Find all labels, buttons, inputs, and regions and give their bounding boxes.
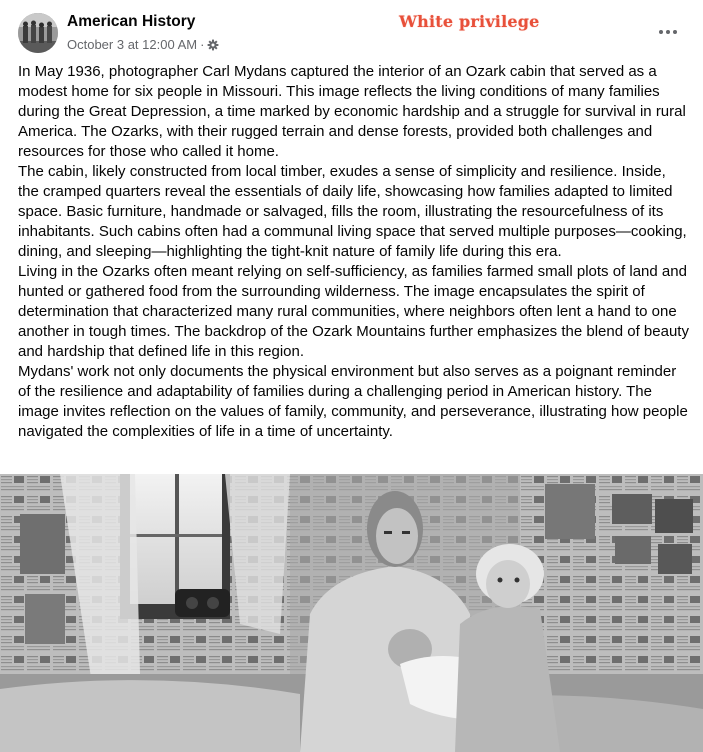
page-avatar[interactable] [18,13,58,53]
post-paragraph: In May 1936, photographer Carl Mydans captured the interior of an Ozark cabin that served as a modest home for six people in Missouri. This image reflects the living conditions of many families during the Great Depression, a time marked by economic hardship and a struggle for survival in rural America. The Ozarks, with their rugged terrain and dense forests, provided both challenges and resources for those who called it home. [18,63,686,160]
post-paragraph: Mydans' work not only documents the physical environment but also serves as a poignant reminder of the resilience and adaptability of families during a challenging period in American history. The image invites reflection on the values of family, community, and perseverance, illustrating how people navigated the complexities of life in a time of uncertainty. [18,363,688,440]
post-timestamp-link[interactable]: October 3 at 12:00 AM [67,37,198,52]
overlay-caption: White privilege [399,12,540,31]
page-name-link[interactable]: American History [67,13,196,30]
post-meta [67,37,219,52]
post-paragraph: The cabin, likely constructed from local timber, exudes a sense of simplicity and resilience. Inside, the cramped quarters reveal the essentials of daily life, showcasing how families adapted to limited space. Basic furniture, handmade or salvaged, fills the room, illustrating the resourcefulness of its inhabitants. Such cabins often had a communal living space that served multiple purposes—cooking, dining, and sleeping—highlighting the tight-knit nature of family life during this era. [18,163,687,260]
post-paragraph: Living in the Ozarks often meant relying on self-sufficiency, as families farmed small plots of land and hunted or gathered food from the surrounding wilderness. The image encapsulates the spirit of determination that characterized many rural communities, where neighbors often lent a hand to one another in tough times. The backdrop of the Ozark Mountains further emphasizes the blend of beauty and hardship that defined life in this region. [18,263,689,360]
post-body [18,62,690,442]
meta-separator: · [200,37,205,52]
post-header [0,0,703,62]
more-options-icon [659,30,663,34]
post-photo[interactable] [0,474,703,752]
gear-icon[interactable] [207,39,219,51]
avatar-image [18,13,58,53]
more-options-button[interactable] [651,18,685,46]
photo-image [0,474,703,752]
